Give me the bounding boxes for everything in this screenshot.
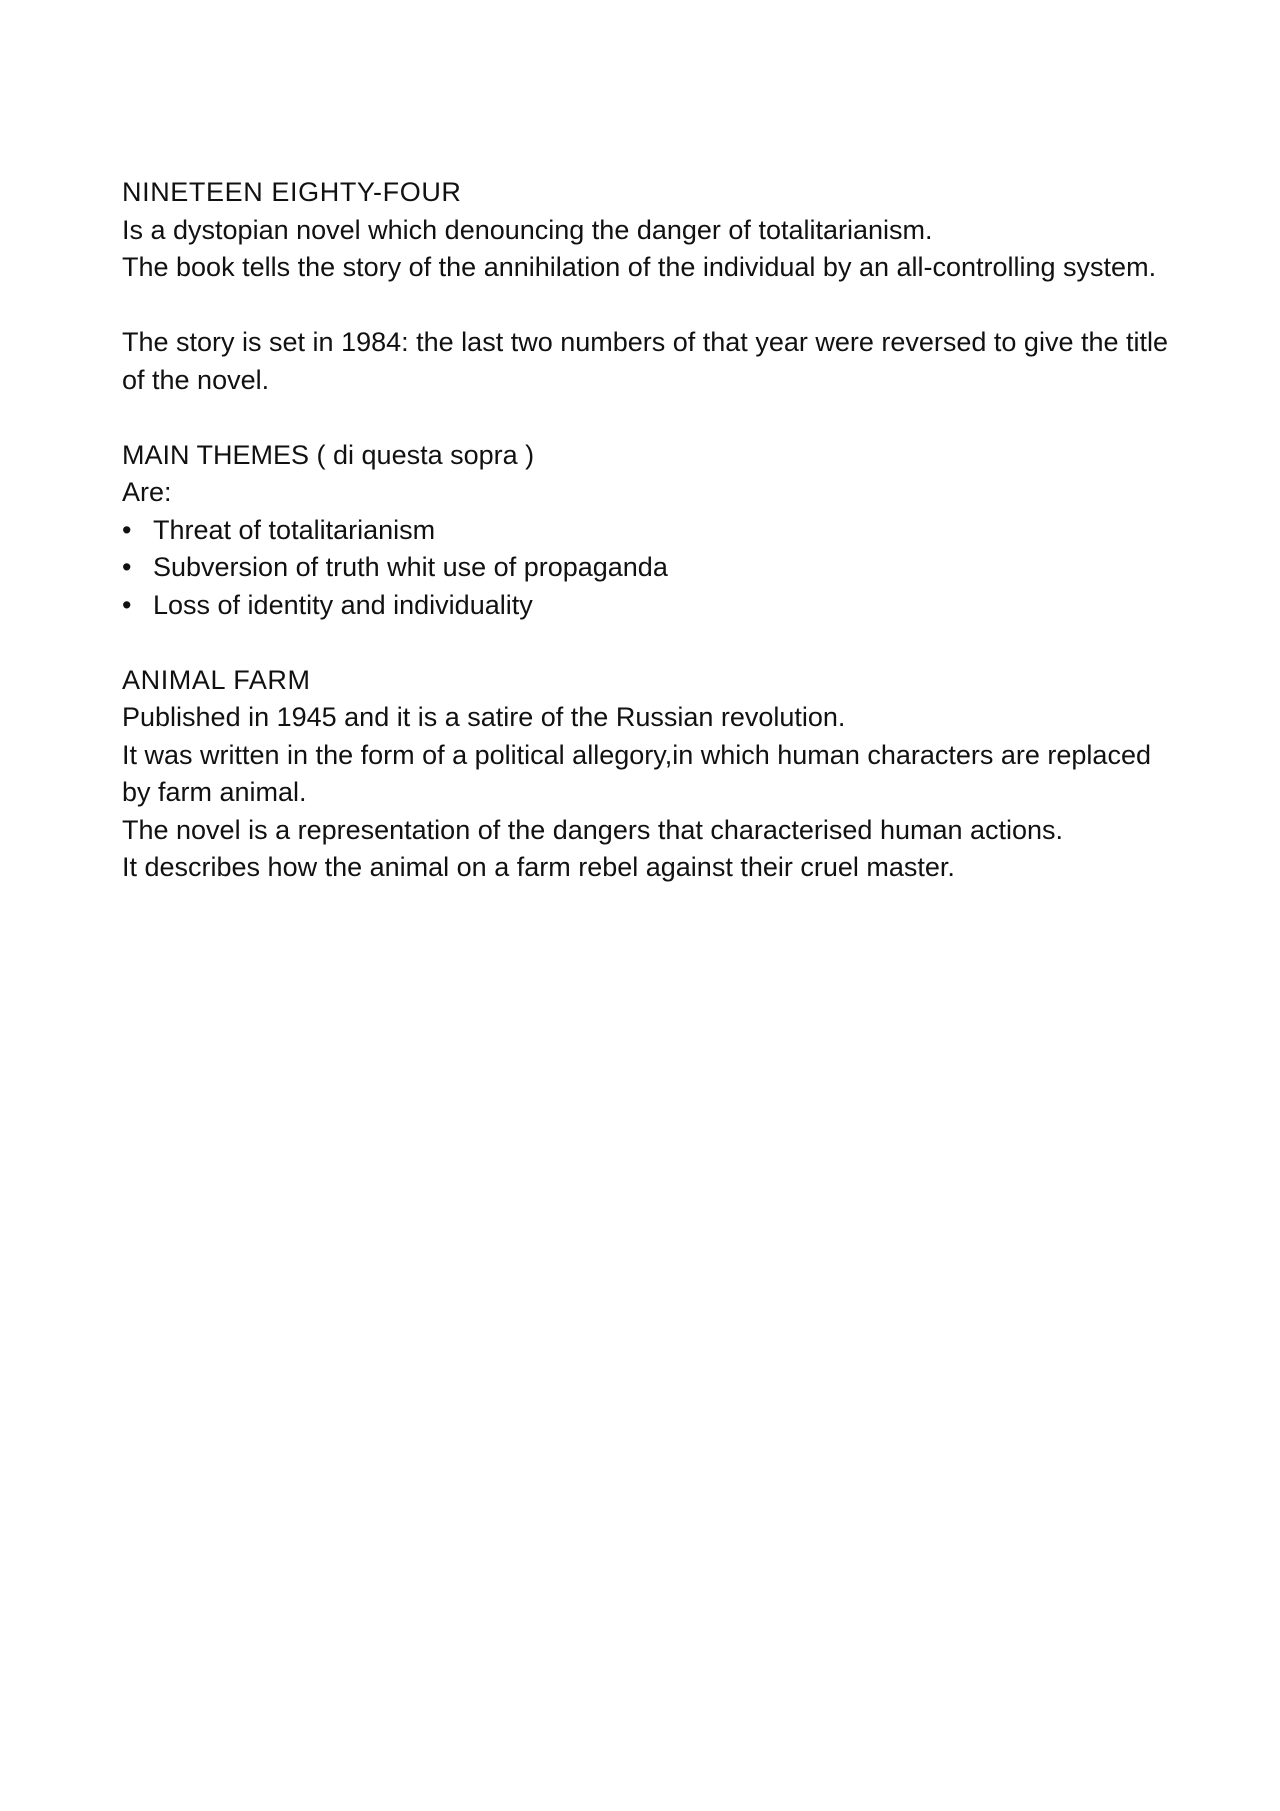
list-item bbox=[122, 549, 1182, 587]
section-heading: NINETEEN EIGHTY-FOUR bbox=[122, 177, 462, 207]
section-heading: ANIMAL FARM bbox=[122, 664, 311, 695]
paragraph-line: It describes how the animal on a farm rebel against their cruel master. bbox=[122, 852, 955, 882]
list-item-text: Loss of identity and individuality bbox=[153, 589, 533, 620]
paragraph-gap bbox=[122, 624, 1182, 662]
section-main-themes bbox=[122, 437, 1182, 625]
themes-intro: Are: bbox=[122, 477, 172, 507]
paragraph-line: It was written in the form of a political allegory,in which human characters are replaced by farm animal. bbox=[122, 739, 1151, 807]
section-animal-farm bbox=[122, 662, 1182, 887]
paragraph-gap bbox=[122, 399, 1182, 437]
list-item-text: Subversion of truth whit use of propaganda bbox=[153, 552, 668, 582]
document-body bbox=[122, 174, 1182, 887]
paragraph-line: Published in 1945 and it is a satire of the Russian revolution. bbox=[122, 702, 846, 732]
section-heading: MAIN THEMES ( di questa sopra ) bbox=[122, 439, 535, 470]
bullet-icon: • bbox=[122, 589, 132, 620]
paragraph-line: The book tells the story of the annihilation of the individual by an all-controlling system. bbox=[122, 252, 1157, 282]
themes-list bbox=[122, 512, 1182, 625]
list-item-text: Threat of totalitarianism bbox=[153, 514, 436, 545]
bullet-icon: • bbox=[122, 514, 132, 545]
paragraph-line: The story is set in 1984: the last two numbers of that year were reversed to give the title of the novel. bbox=[122, 327, 1169, 395]
paragraph-line: Is a dystopian novel which denouncing the danger of totalitarianism. bbox=[122, 214, 933, 245]
paragraph-gap bbox=[122, 287, 1182, 325]
paragraph-line: The novel is a representation of the dangers that characterised human actions. bbox=[122, 814, 1064, 845]
section-nineteen-eighty-four bbox=[122, 174, 1182, 399]
list-item bbox=[122, 512, 1182, 550]
bullet-icon: • bbox=[122, 552, 132, 582]
list-item bbox=[122, 587, 1182, 625]
